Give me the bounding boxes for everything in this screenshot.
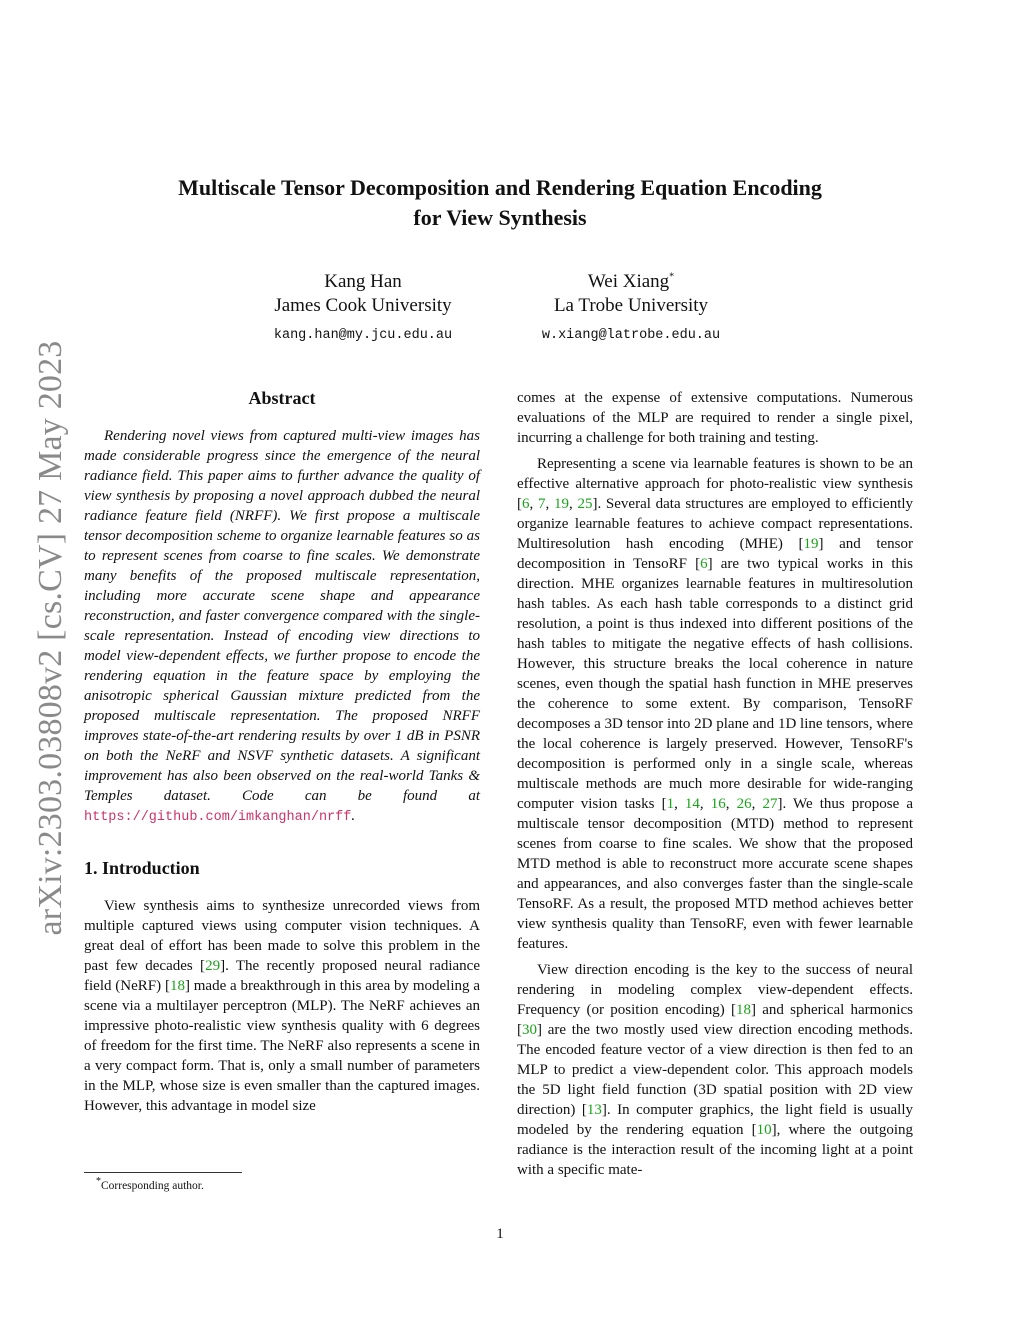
- author-affiliation: James Cook University: [274, 295, 452, 316]
- citation-link[interactable]: 25: [577, 496, 593, 512]
- citation-link[interactable]: 29: [205, 958, 221, 974]
- footnote: [96, 1176, 204, 1193]
- code-link[interactable]: https://github.com/imkanghan/nrff: [84, 810, 352, 825]
- section-heading-introduction: 1. Introduction: [84, 858, 200, 878]
- author-affiliation: La Trobe University: [553, 295, 709, 316]
- citation-link[interactable]: 26: [736, 796, 752, 812]
- author-block-2: [501, 270, 761, 348]
- footnote-rule: [84, 1172, 242, 1173]
- abstract-text: [84, 426, 480, 828]
- citation-link[interactable]: 6: [522, 496, 530, 512]
- paragraph-view-direction-encoding: View direction encoding is the key to the success of neural rendering in modeling complex view-dependent effects. Frequency (or position encoding) [18] and spherical harmonics [30] are the two mostly used view direction encoding methods. The encoded feature vector of a view direction is then fed to an MLP to predict a view-dependent color. This approach models the 5D light field function (3D spatial position with 2D view direction) [13]. In computer graphics, the light field is usually modeled by the rendering equation [10], where the outgoing radiance is the interaction result of the incoming light at a point with a specific mate-: [517, 962, 913, 1178]
- citation-link[interactable]: 18: [736, 1002, 752, 1018]
- abstract-heading: Abstract: [248, 388, 316, 408]
- citation-link[interactable]: 19: [803, 536, 819, 552]
- author-name: Wei Xiang: [587, 271, 670, 292]
- author-block-1: [233, 270, 493, 348]
- citation-link[interactable]: 1: [666, 796, 675, 812]
- citation-link[interactable]: 30: [522, 1022, 537, 1038]
- citation-link[interactable]: 6: [700, 556, 708, 572]
- paper-title: [0, 173, 1000, 233]
- title-line-2: for View Synthesis: [413, 205, 587, 230]
- abstract-end: .: [351, 808, 356, 824]
- citation-link[interactable]: 27: [762, 796, 778, 812]
- paragraph-feature-representation: Representing a scene via learnable features is shown to be an effective alternative approach for photo-realistic view synthesis [6, 7, 19, 25]. Several data structures are employed to efficiently organize learnable features to achieve compact representations. Multiresolution hash encoding (MHE) [19] and tensor decomposition in TensoRF [6] are two typical works in this direction. MHE organizes learnable features in multiresolution hash tables. As each hash table corresponds to a distinct grid resolution, a point is thus indexed into different positions of the hash tables to mitigate the negative effects of hash collisions. However, this structure breaks the local coherence in nature scenes, even though the spatial hash function in MHE preserves the coherence to some extent. By comparison, TensoRF decomposes a 3D tensor into 2D plane and 1D line tensors, where the local coherence is largely preserved. However, TensoRF's decomposition is performed only in a single scale, whereas multiscale methods are much more desirable for wide-ranging computer vision tasks [1, 14, 16, 26, 27]. We thus propose a multiscale tensor decomposition (MTD) method to represent scenes from coarse to fine scales. We show that the proposed MTD method is able to reconstruct more accurate scene shapes and appearances, and also converges faster than the single-scale TensoRF. As a result, the proposed MTD method achieves better view synthesis quality than TensoRF, even with fewer learnable features.: [517, 456, 914, 952]
- title-line-1: Multiscale Tensor Decomposition and Rendering Equation Encoding: [178, 175, 822, 200]
- author-name: Kang Han: [324, 271, 402, 292]
- author-email[interactable]: w.xiang@latrobe.edu.au: [541, 328, 721, 343]
- citation-link[interactable]: 18: [169, 978, 185, 994]
- footnote-text: Corresponding author.: [101, 1180, 204, 1192]
- author-email[interactable]: kang.han@my.jcu.edu.au: [273, 328, 453, 343]
- abstract-body: Rendering novel views from captured multi-view images has made considerable progress since the emergence of the neural radiance field. This paper aims to further advance the quality of view synthesis by proposing a novel approach dubbed the neural radiance feature field (NRFF). We first propose a multiscale tensor decomposition scheme to organize learnable features so as to represent scenes from coarse to fine scales. We demonstrate many benefits of the proposed multiscale representation, including more accurate scene shape and appearance reconstruction, and faster convergence compared with the single-scale representation. Instead of encoding view directions to model view-dependent effects, we further propose to encode the rendering equation in the feature space by employing the anisotropic spherical Gaussian mixture predicted from the proposed multiscale representation. The proposed NRFF improves state-of-the-art rendering results by over 1 dB in PSNR on both the NeRF and NSVF synthetic datasets. A significant improvement has also been observed on the real-world Tanks & Temples dataset. Code can be found at: [84, 428, 480, 804]
- right-column: [517, 388, 913, 1186]
- citation-link[interactable]: 19: [553, 496, 569, 512]
- arxiv-stamp: arXiv:2303.03808v2 [cs.CV] 27 May 2023: [32, 340, 69, 936]
- paragraph-continuation: comes at the expense of extensive computations. Numerous evaluations of the MLP are required to render a single pixel, incurring a challenge for both training and testing.: [517, 390, 913, 446]
- citation-link[interactable]: 10: [756, 1122, 772, 1138]
- corresponding-author-mark: *: [669, 271, 675, 283]
- left-column: [84, 386, 480, 1116]
- footnote-mark: *: [96, 1176, 101, 1188]
- citation-link[interactable]: 7: [537, 496, 546, 512]
- citation-link[interactable]: 14: [684, 796, 700, 812]
- citation-link[interactable]: 13: [586, 1102, 602, 1118]
- citation-link[interactable]: 16: [710, 796, 726, 812]
- intro-paragraph-1: View synthesis aims to synthesize unrecorded views from multiple captured views using computer vision techniques. A great deal of effort has been made to solve this problem in the past few decades [29]. The recently proposed neural radiance field (NeRF) [18] made a breakthrough in this area by modeling a scene via a multilayer perceptron (MLP). The NeRF achieves an impressive photo-realistic view synthesis quality with 6 degrees of freedom for the first time. The NeRF also represents a scene in a very compact form. That is, only a small number of parameters in the MLP, whose size is even smaller than the captured images. However, this advantage in model size: [84, 898, 480, 1114]
- page-number: 1: [496, 1226, 504, 1242]
